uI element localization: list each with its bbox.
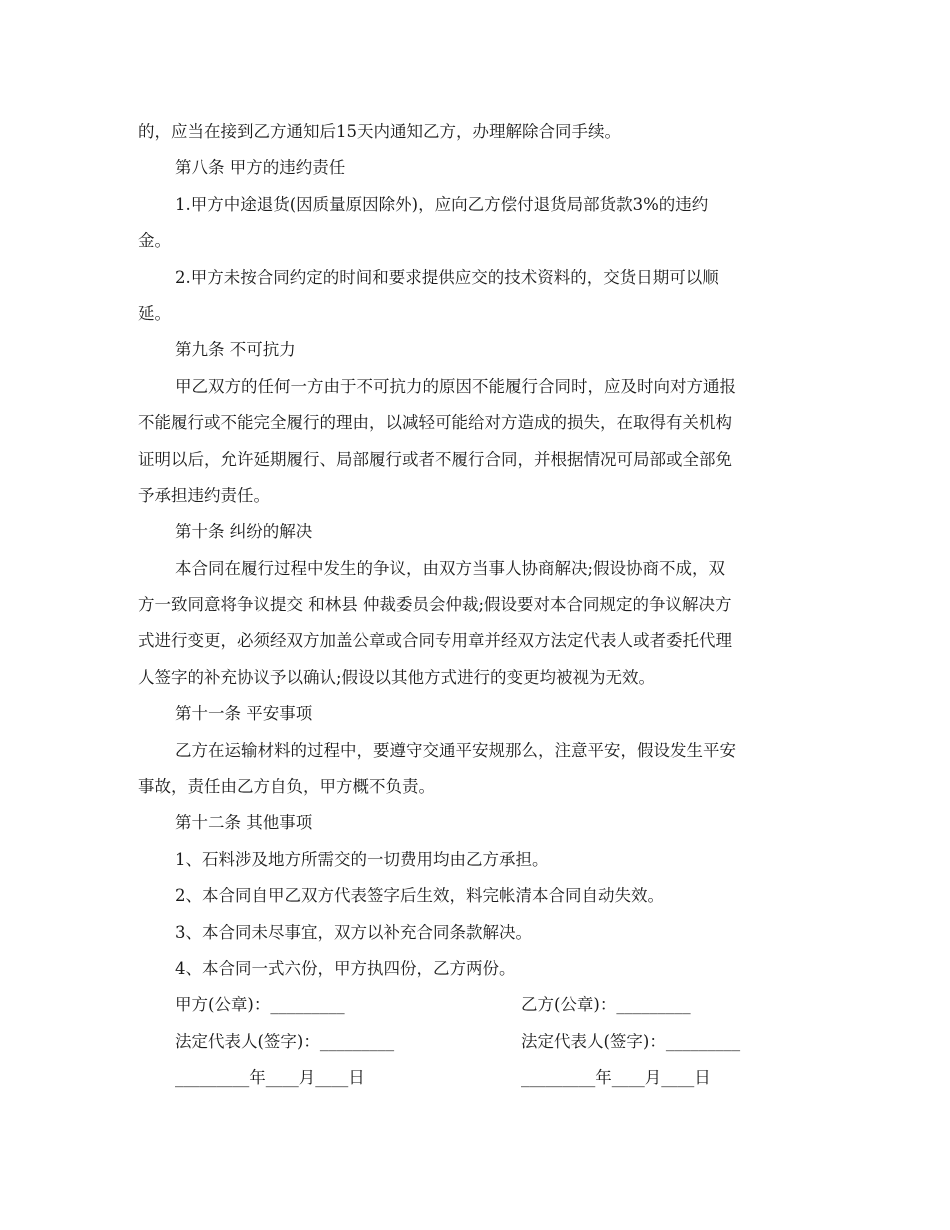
party-b-date-field[interactable]: _________年____月____日 [521,1068,711,1088]
section-heading-article-12: 第十二条 其他事项 [175,813,313,833]
text-line: 证明以后，允许延期履行、局部履行或者不履行合同，并根据情况可局部或全部免 [138,449,732,469]
party-b-representative-field[interactable]: 法定代表人(签字)：_________ [521,1031,741,1051]
text-line: 本合同在履行过程中发生的争议，由双方当事人协商解决;假设协商不成，双 [175,558,726,578]
list-item: 1、石料涉及地方所需交的一切费用均由乙方承担。 [175,849,549,869]
text-line: 乙方在运输材料的过程中，要遵守交通平安规那么，注意平安，假设发生平安 [175,740,736,760]
party-a-representative-field[interactable]: 法定代表人(签字)：_________ [175,1031,395,1051]
text-line: 延。 [138,303,171,323]
signature-row-date [138,1060,818,1096]
party-a-seal-field[interactable]: 甲方(公章)：_________ [175,995,345,1015]
text-line: 予承担违约责任。 [138,485,270,505]
section-heading-article-8: 第八条 甲方的违约责任 [175,158,346,178]
section-heading-article-10: 第十条 纠纷的解决 [175,522,313,542]
list-item: 3、本合同未尽事宜，双方以补充合同条款解决。 [175,922,532,942]
section-heading-article-11: 第十一条 平安事项 [175,704,313,724]
party-b-seal-field[interactable]: 乙方(公章)：_________ [521,995,691,1015]
text-line: 2.甲方未按合同约定的时间和要求提供应交的技术资料的，交货日期可以顺 [175,267,719,287]
section-heading-article-9: 第九条 不可抗力 [175,340,296,360]
text-line: 1.甲方中途退货(因质量原因除外)，应向乙方偿付退货局部货款3%的违约 [175,194,709,214]
text-line: 事故，责任由乙方自负，甲方概不负责。 [138,777,435,797]
text-line: 甲乙双方的任何一方由于不可抗力的原因不能履行合同时，应及时向对方通报 [175,376,736,396]
text-line: 金。 [138,231,171,251]
list-item: 4、本合同一式六份，甲方执四份，乙方两份。 [175,958,516,978]
list-item: 2、本合同自甲乙双方代表签字后生效，料完帐清本合同自动失效。 [175,886,664,906]
text-line: 不能履行或不能完全履行的理由，以减轻可能给对方造成的损失，在取得有关机构 [138,413,732,433]
contract-body [138,114,818,1097]
text-line: 式进行变更，必须经双方加盖公章或合同专用章并经双方法定代表人或者委托代理 [138,631,732,651]
text-line: 人签字的补充协议予以确认;假设以其他方式进行的变更均被视为无效。 [138,667,656,687]
signature-row-seal [138,987,818,1023]
party-a-date-field[interactable]: _________年____月____日 [175,1068,365,1088]
text-line: 方一致同意将争议提交 和林县 仲裁委员会仲裁;假设要对本合同规定的争议解决方 [138,595,732,615]
signature-row-representative [138,1024,818,1060]
text-line: 的，应当在接到乙方通知后15天内通知乙方，办理解除合同手续。 [138,122,621,141]
